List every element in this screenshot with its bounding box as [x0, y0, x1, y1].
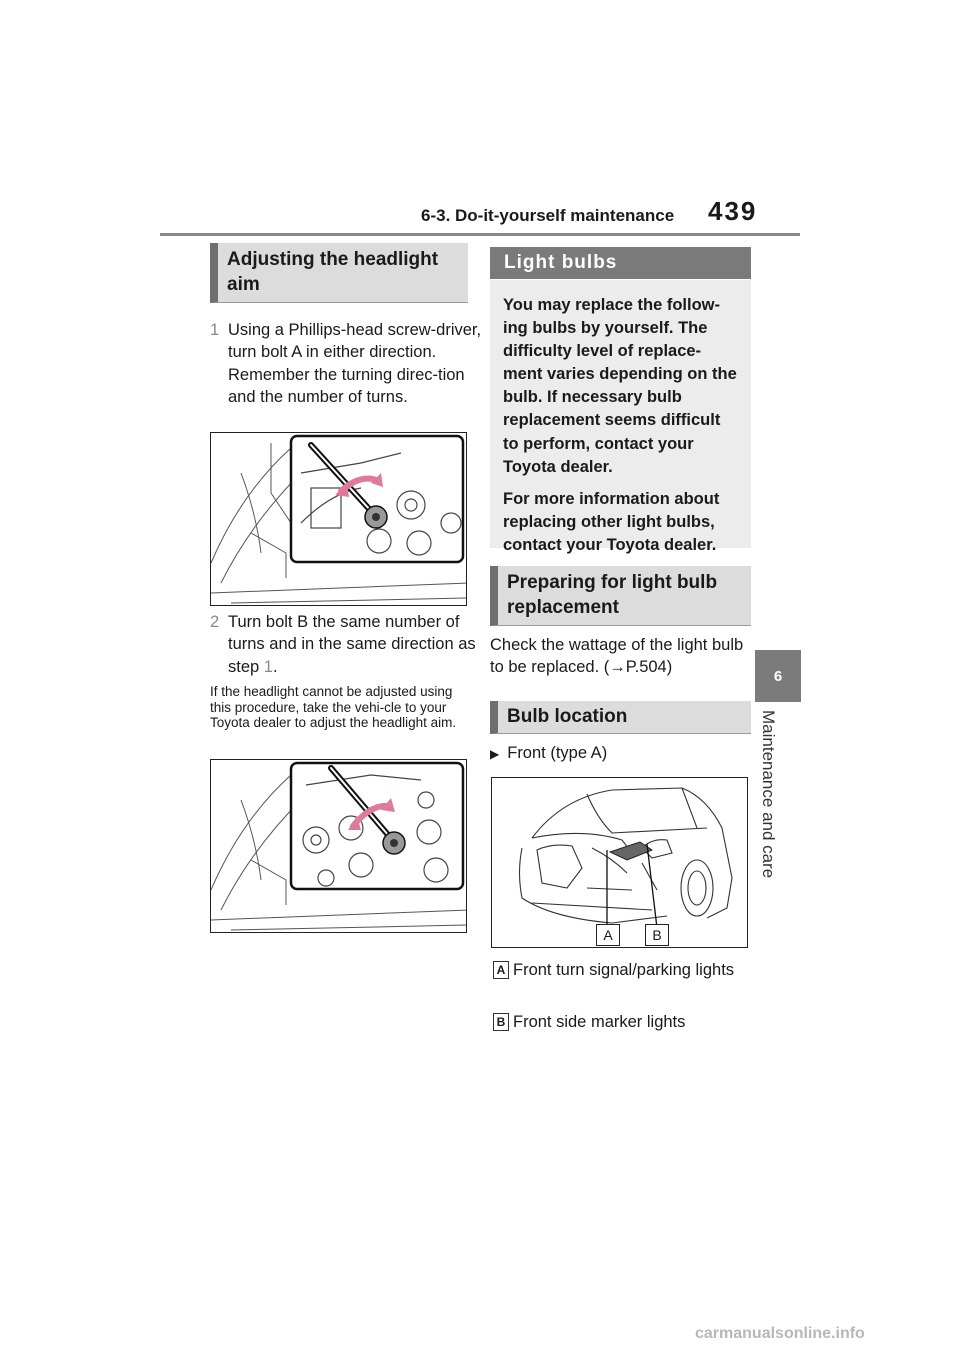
chapter-label: Maintenance and care — [759, 710, 778, 879]
legend-item-a — [493, 961, 755, 1005]
legend-item-b — [493, 1013, 755, 1035]
legend-badge-b: B — [493, 1013, 509, 1031]
heading-light-bulbs: Light bulbs — [490, 247, 751, 279]
step-1-text: Using a Phillips-head screw-driver, turn bolt A in either direction. — [228, 321, 482, 362]
preparing-text: Check the wattage of the light bulb to be replaced. (→P.504) — [490, 636, 744, 677]
front-type-a — [490, 742, 752, 764]
legend-text-a: Front turn signal/parking lights — [513, 961, 735, 979]
chapter-tab: 6 — [755, 650, 801, 702]
heading-adjusting-headlight-aim: Adjusting the headlight aim — [210, 243, 468, 303]
heading-preparing-replacement: Preparing for light bulb replacement — [490, 566, 751, 626]
step-1-number: 1 — [210, 321, 220, 339]
step-2: 2 Turn bolt B the same number of turns and in the same direction as step 1. — [210, 613, 476, 676]
adjustment-note: If the headlight cannot be adjusted using this procedure, take the vehi-cle to your Toyota dealer to adjust the headlight aim. — [210, 684, 457, 731]
page-number: 439 — [708, 196, 758, 226]
info-box — [490, 280, 751, 554]
engine-bay-illustration-a — [211, 433, 467, 606]
front-type-label: Front (type A) — [507, 744, 608, 762]
step-1 — [210, 319, 490, 408]
suv-illustration — [492, 778, 748, 948]
header-rule — [160, 233, 800, 236]
figure-car-front — [491, 777, 748, 948]
info-paragraph-2: For more information about replacing other light bulbs, contact your Toyota dealer. — [503, 489, 720, 554]
callout-a: A — [596, 924, 620, 946]
step-2-text: Turn bolt B the same number of turns and in the same direction as step — [228, 613, 476, 676]
step-2-number: 2 — [210, 613, 220, 631]
heading-bulb-location: Bulb location — [490, 701, 751, 734]
callout-b: B — [645, 924, 669, 946]
info-paragraph-1: You may replace the follow-ing bulbs by yourself. The difficulty level of replace-ment varies depending on the bulb. If necessary bulb replacement seems difficult to perform, contact your Toyota dealer. — [503, 296, 737, 476]
legend-text-b: Front side marker lights — [513, 1013, 686, 1031]
engine-bay-illustration-b — [211, 760, 467, 933]
figure-bolt-a — [210, 432, 467, 606]
step-1-extra: Remember the turning direc-tion and the number of turns. — [228, 365, 465, 406]
figure-bolt-b — [210, 759, 467, 933]
watermark: carmanualsonline.info — [695, 1325, 865, 1342]
step-2-ref: 1 — [263, 657, 273, 676]
section-title: 6-3. Do-it-yourself maintenance — [421, 206, 675, 225]
triangle-bullet-icon: ▶ — [490, 747, 500, 761]
legend-badge-a: A — [493, 961, 509, 979]
